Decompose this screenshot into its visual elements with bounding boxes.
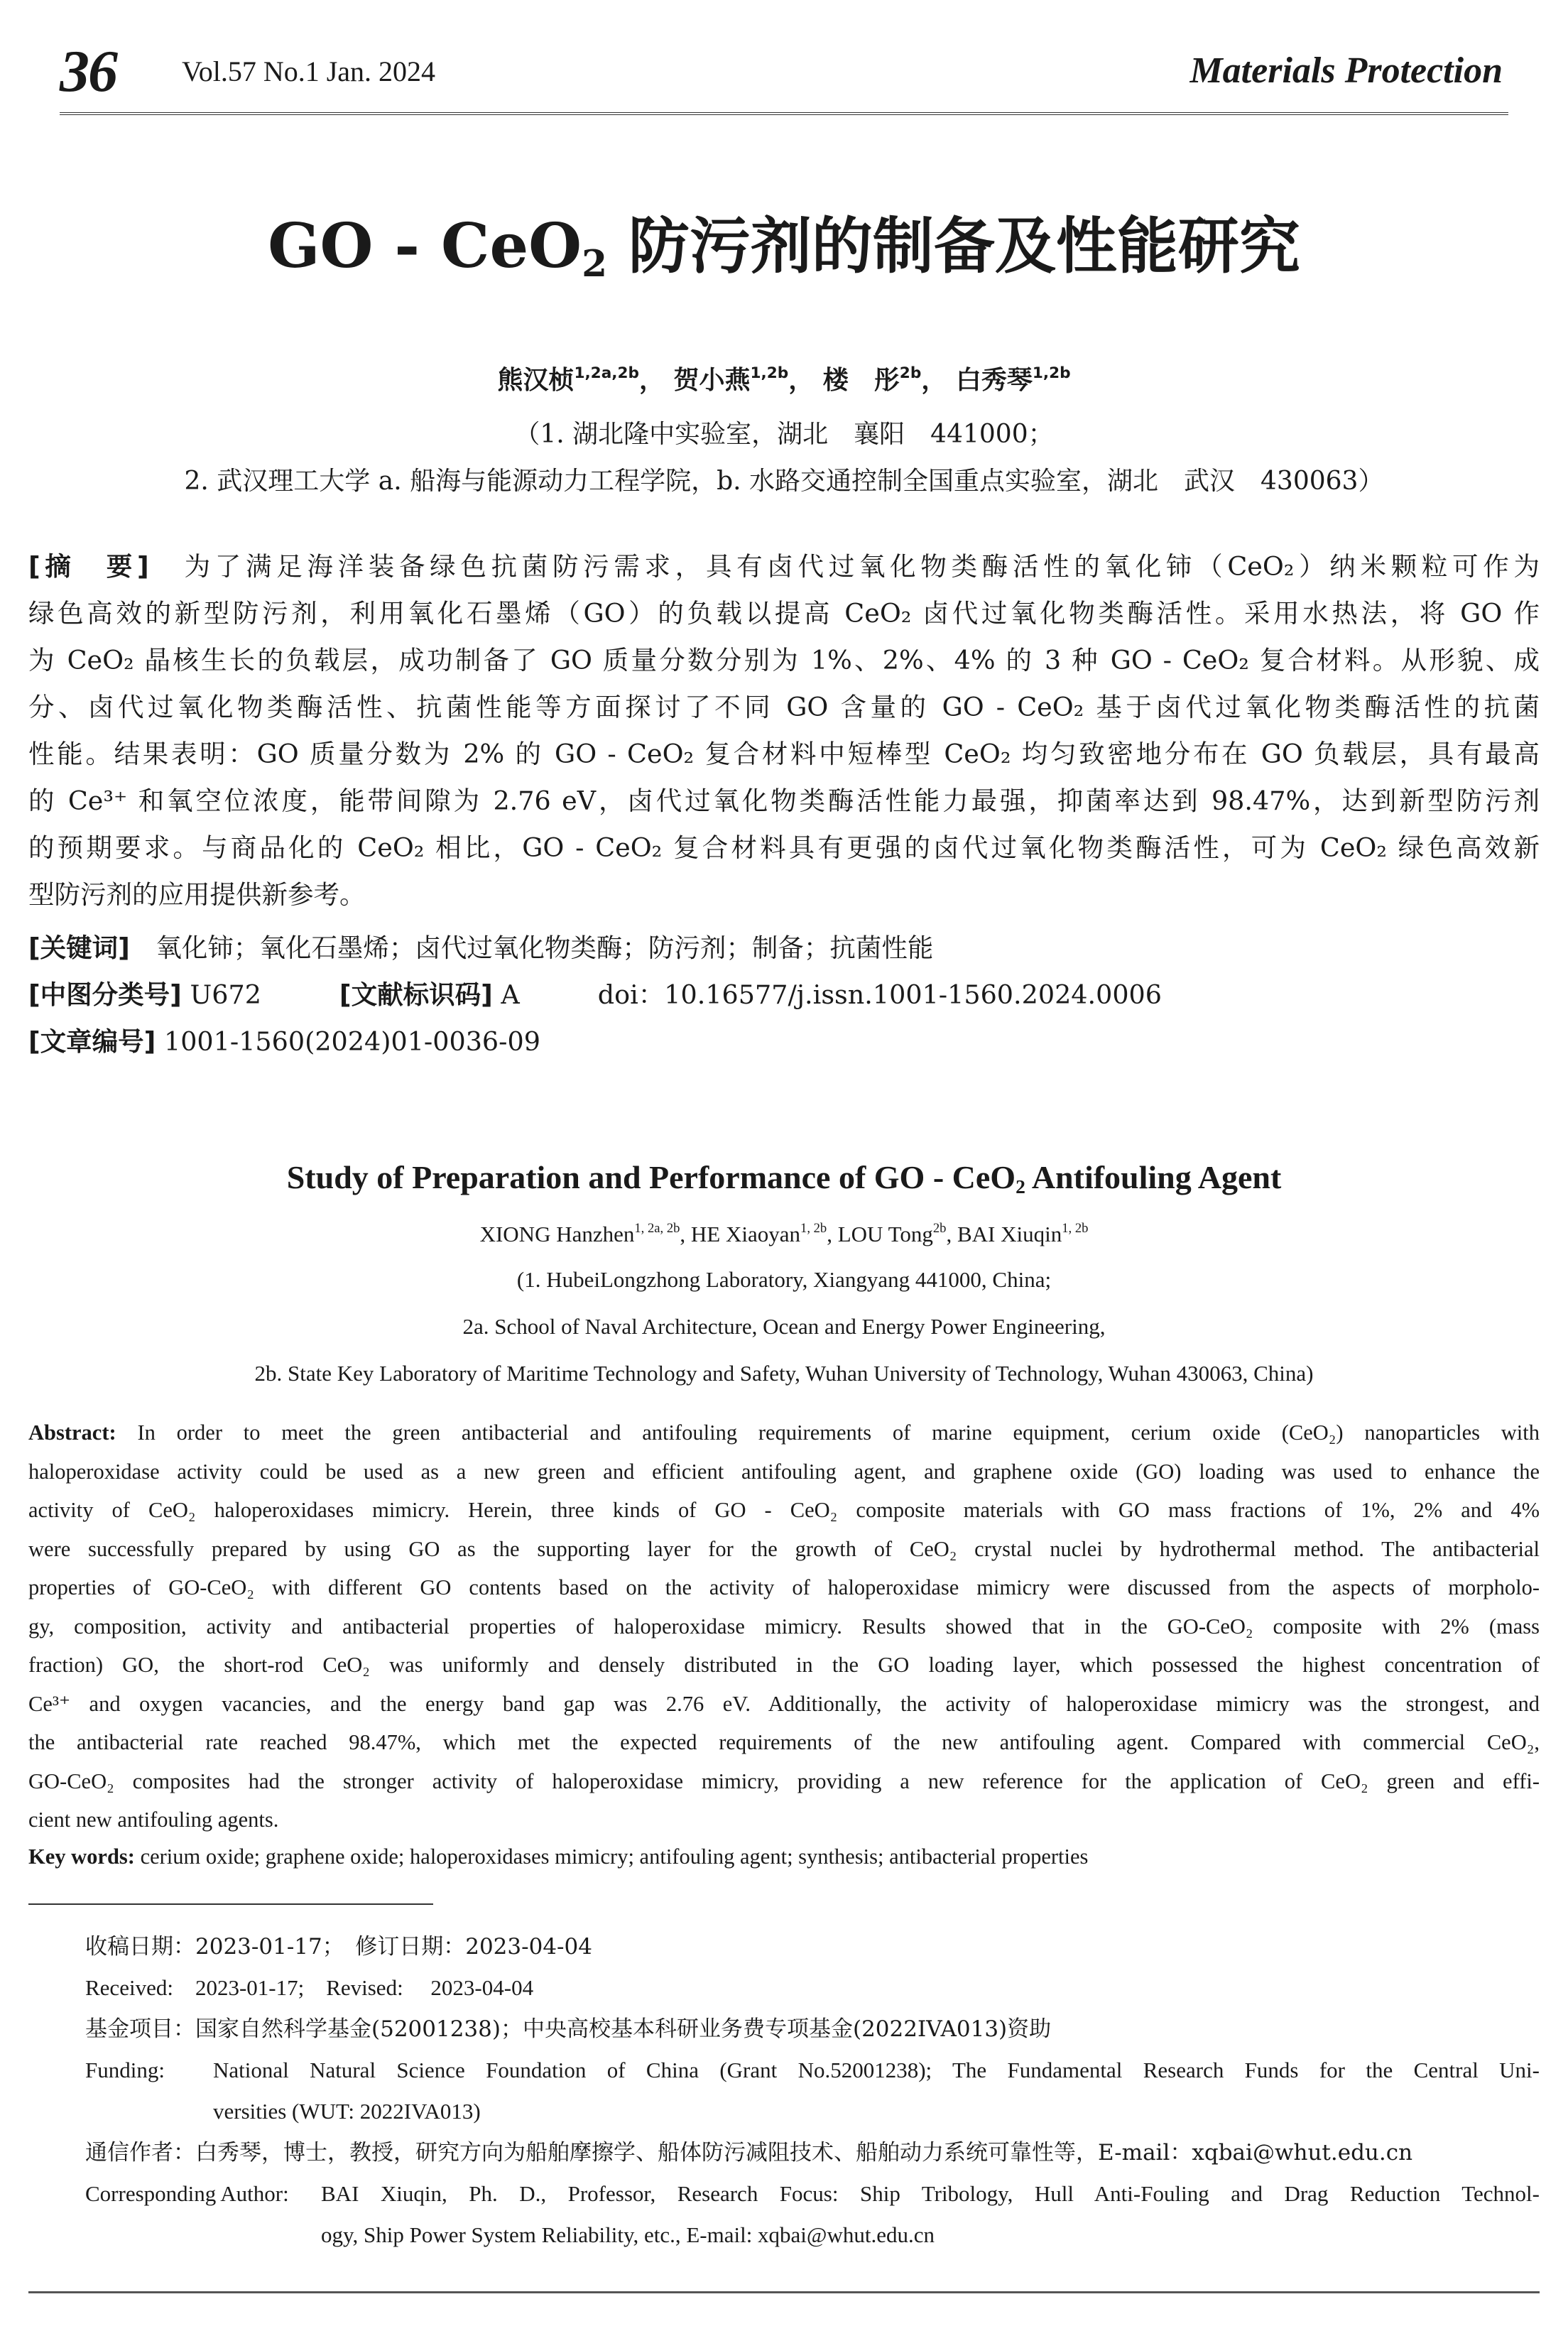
keywords-cn-text: 氧化铈；氧化石墨烯；卤代过氧化物类酶；防污剂；制备；抗菌性能 — [156, 933, 934, 963]
affiliation-cn-line: （1. 湖北隆中实验室，湖北 襄阳 441000； — [514, 420, 1054, 449]
title-post: 防污剂的制备及性能研究 — [606, 210, 1300, 282]
corr-en-label: Corresponding Author: — [85, 2181, 289, 2206]
received-date-en: Received: 2023-01-17; Revised: 2023-04-04 — [85, 1975, 534, 2000]
title-sub: 2 — [582, 242, 607, 286]
affiliation-en-line: (1. HubeiLongzhong Laboratory, Xiangyang 441000, China; — [516, 1267, 1052, 1292]
abstract-en-line: activity of CeO₂ haloperoxidases mimicry. Herein, three kinds of GO - CeO₂ composite materials with GO mass fractions of 1%, 2% and 4% — [28, 1498, 1540, 1522]
author-aff: 1, 2a, 2b — [634, 1220, 680, 1236]
author-name: XIONG Hanzhen — [479, 1222, 635, 1246]
author-name: 贺小燕 — [673, 366, 751, 395]
keywords-cn-label: [关键词] — [28, 933, 130, 963]
author-en — [957, 1222, 1088, 1246]
author-aff: 1,2a,2b — [574, 364, 639, 382]
abstract-en — [28, 1413, 1540, 1840]
abstract-en-line: Ce³⁺ and oxygen vacancies, and the energy band gap was 2.76 eV. Additionally, the activity of haloperoxidase mimicry was the strongest, and — [28, 1691, 1540, 1716]
funding-en — [85, 2050, 1540, 2132]
classification-cn — [28, 972, 1162, 1018]
author-name: BAI Xiuqin — [957, 1222, 1062, 1246]
author-aff: 2b — [899, 364, 922, 382]
abstract-cn — [28, 543, 1540, 918]
abstract-en-line: properties of GO-CeO₂ with different GO contents based on the activity of haloperoxidase mimicry were discussed from the aspects of morpholo- — [28, 1575, 1540, 1599]
abstract-en-line: the antibacterial rate reached 98.47%, which met the expected requirements of the new antifouling agent. Compared with commercial CeO₂, — [28, 1730, 1540, 1754]
funding-en-text: versities (WUT: 2022IVA013) — [213, 2099, 481, 2124]
author-en — [838, 1222, 947, 1246]
abstract-en-line: haloperoxidase activity could be used as a new green and efficient antifouling agent, and graphene oxide (GO) loading was used to enhance the — [28, 1459, 1540, 1484]
article-number — [28, 1018, 540, 1065]
abstract-cn-line: 性能。结果表明：GO 质量分数为 2% 的 GO - CeO₂ 复合材料中短棒型 CeO₂ 均匀致密地分布在 GO 负载层，具有最高 — [28, 739, 1540, 769]
abstract-cn-line: 绿色高效的新型防污剂，利用氧化石墨烯（GO）的负载以提高 CeO₂ 卤代过氧化物类酶活性。采用水热法，将 GO 作 — [28, 598, 1540, 629]
page-number: 36 — [60, 38, 116, 104]
abstract-cn-line: 为 CeO₂ 晶核生长的负载层，成功制备了 GO 质量分数分别为 1%、2%、4% 的 3 种 GO - CeO₂ 复合材料。从形貌、成 — [28, 645, 1540, 675]
abstract-cn-line: 分、卤代过氧化物类酶活性、抗菌性能等方面探讨了不同 GO 含量的 GO - CeO₂ 基于卤代过氧化物类酶活性的抗菌 — [28, 692, 1540, 722]
corr-cn-text: 白秀琴，博士，教授，研究方向为船舶摩擦学、船体防污减阻技术、船舶动力系统可靠性等，E-mail：xqbai@whut.edu.cn — [195, 2140, 1413, 2166]
doc-code-value: A — [501, 979, 520, 1010]
funding-en-label: Funding: — [85, 2058, 165, 2082]
doc-code-label: [文献标识码] — [339, 979, 493, 1010]
author-cn — [674, 366, 789, 395]
abstract-cn-label: [摘 要] — [28, 551, 149, 582]
paper-title-en — [0, 1156, 1568, 1199]
authors-en: XIONG Hanzhen$^{1, 2a, 2b}$, HE Xiaoyan$^{1, 2b}$, LOU Tong$^{2b}$, BAI Xiuqin$^{1, 2b}$ — [479, 1220, 1089, 1246]
author-name: 熊汉桢 — [497, 366, 575, 395]
header-rule — [60, 112, 1508, 115]
corr-en-text: ogy, Ship Power System Reliability, etc., E-mail: xqbai@whut.edu.cn — [321, 2222, 935, 2247]
journal-name: Materials Protection — [1189, 50, 1503, 91]
doi-label: doi： — [597, 979, 665, 1010]
author-name: HE Xiaoyan — [690, 1222, 801, 1246]
paper-title — [0, 207, 1568, 286]
title-pre: GO - CeO — [268, 210, 582, 282]
author-aff: 1,2b — [1032, 364, 1071, 382]
abstract-cn-line: 的 Ce³⁺ 和氧空位浓度，能带间隙为 2.76 eV，卤代过氧化物类酶活性能力最强，抑菌率达到 98.47%，达到新型防污剂 — [28, 786, 1540, 816]
corr-cn-label: 通信作者： — [85, 2140, 195, 2166]
title-en-sub: 2 — [1016, 1175, 1025, 1197]
corresponding-author-cn — [85, 2132, 1412, 2173]
abstract-en-label: Abstract: — [28, 1420, 116, 1445]
abstract-en-line — [28, 1413, 1540, 1452]
author-cn — [823, 366, 922, 395]
affiliation-cn-line: 2. 武汉理工大学 a. 船海与能源动力工程学院，b. 水路交通控制全国重点实验室，湖北 武汉 430063） — [184, 467, 1384, 496]
abstract-cn-line — [28, 543, 1540, 590]
author-en — [480, 1222, 680, 1246]
abstract-en-text: In order to meet the green antibacterial and antifouling requirements of marine equipment, cerium oxide (CeO₂) nanoparticles with — [137, 1420, 1540, 1445]
funding-cn-text: 国家自然科学基金(52001238)；中央高校基本科研业务费专项基金(2022IVA013)资助 — [195, 2016, 1052, 2042]
article-number-value: 1001-1560(2024)01-0036-09 — [163, 1026, 540, 1057]
author-aff: 1, 2b — [800, 1220, 827, 1236]
author-en — [691, 1222, 827, 1246]
abstract-cn-line: 型防污剂的应用提供新参考。 — [28, 879, 366, 910]
doi-value[interactable]: 10.16577/j.issn.1001-1560.2024.0006 — [664, 979, 1162, 1010]
abstract-en-line: were successfully prepared by using GO as the supporting layer for the growth of CeO₂ crystal nuclei by hydrothermal method. The antibacterial — [28, 1536, 1540, 1561]
clc-label: [中图分类号] — [28, 979, 182, 1010]
title-en-pre: Study of Preparation and Performance of GO - CeO — [286, 1159, 1016, 1195]
clc-value: U672 — [190, 979, 261, 1010]
bottom-rule — [28, 2291, 1540, 2293]
abstract-en-line: cient new antifouling agents. — [28, 1808, 279, 1832]
affiliation-en-line: 2a. School of Naval Architecture, Ocean and Energy Power Engineering, — [462, 1314, 1106, 1339]
author-aff: 2b — [932, 1220, 947, 1236]
abstract-en-line: GO-CeO₂ composites had the stronger activity of haloperoxidase mimicry, providing a new reference for the application of CeO₂ green and effi- — [28, 1768, 1540, 1793]
author-cn — [956, 366, 1071, 395]
title-en-post: Antifouling Agent — [1025, 1159, 1282, 1195]
author-name: 白秀琴 — [955, 366, 1033, 395]
affiliation-en-line: 2b. State Key Laboratory of Maritime Technology and Safety, Wuhan University of Technology, Wuhan 430063, China) — [254, 1361, 1314, 1386]
funding-en-text: National Natural Science Foundation of China (Grant No.52001238); The Fundamental Research Funds for the Central Uni- — [213, 2058, 1540, 2082]
author-name: 楼 彤 — [822, 366, 900, 395]
keywords-en — [28, 1837, 1088, 1876]
author-aff: 1, 2b — [1062, 1220, 1089, 1236]
corr-en-text: BAI Xiuqin, Ph. D., Professor, Research Focus: Ship Tribology, Hull Anti-Fouling and Drag Reduction Technol- — [321, 2181, 1540, 2206]
abstract-en-line: gy, composition, activity and antibacterial properties of haloperoxidase mimicry. Results showed that in the GO-CeO₂ composite with 2% (mass — [28, 1614, 1540, 1639]
article-number-label: [文章编号] — [28, 1026, 156, 1057]
author-aff: 1,2b — [750, 364, 789, 382]
keywords-en-text: cerium oxide; graphene oxide; haloperoxidases mimicry; antifouling agent; synthesis; antibacterial properties — [140, 1844, 1089, 1869]
abstract-cn-text: 为了满足海洋装备绿色抗菌防污需求，具有卤代过氧化物类酶活性的氧化铈（CeO₂）纳米颗粒可作为 — [184, 551, 1540, 582]
author-cn — [497, 366, 639, 395]
author-name: LOU Tong — [837, 1222, 933, 1246]
funding-cn — [85, 2009, 1051, 2050]
footnote-rule — [28, 1903, 433, 1905]
corresponding-author-en — [85, 2173, 1540, 2256]
abstract-en-line: fraction) GO, the short-rod CeO₂ was uniformly and densely distributed in the GO loading layer, which possessed the highest concentration of — [28, 1653, 1540, 1677]
received-date-cn: 收稿日期：2023-01-17； 修订日期：2023-04-04 — [85, 1934, 592, 1960]
funding-cn-label: 基金项目： — [85, 2016, 195, 2042]
keywords-cn — [28, 925, 933, 972]
keywords-en-label: Key words: — [28, 1844, 135, 1869]
volume-info: Vol.57 No.1 Jan. 2024 — [182, 55, 436, 87]
abstract-cn-line: 的预期要求。与商品化的 CeO₂ 相比，GO - CeO₂ 复合材料具有更强的卤代过氧化物类酶活性，可为 CeO₂ 绿色高效新 — [28, 832, 1540, 863]
authors-cn: 熊汉桢$^{1,2a,2b}$， 贺小燕$^{1,2b}$， 楼 彤$^{2b}$， 白秀琴$^{1,2b}$ — [497, 364, 1071, 395]
